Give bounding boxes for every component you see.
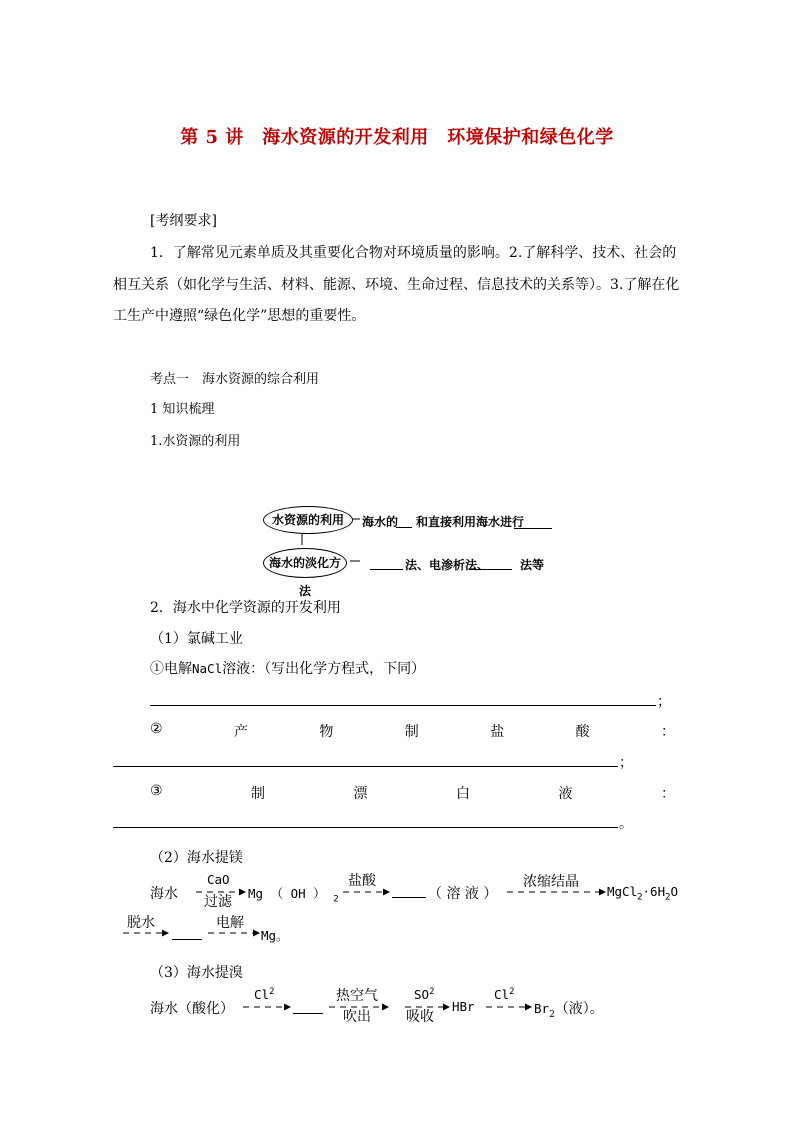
- magnesium-heading: （2）海水提镁: [150, 850, 243, 866]
- q2-char: 盐: [490, 724, 505, 740]
- q2-char: ②: [150, 721, 163, 737]
- so-text: SO: [414, 987, 430, 1003]
- subscript: 2: [665, 892, 671, 903]
- diagram-node1-text-b: 和直接利用海水进行: [416, 515, 525, 529]
- superscript: 2: [269, 987, 275, 997]
- section1-subheading: 1 知识梳理: [150, 402, 215, 417]
- mg-seawater: 海水: [150, 886, 178, 902]
- br-hbr: HBr: [452, 999, 475, 1014]
- requirements-line-2: 相互关系（如化学与生活、材料、能源、环境、生命过程、信息技术的关系等）。3.了解在化: [113, 277, 680, 293]
- page-title: 第 5 讲 海水资源的开发利用 环境保护和绿色化学: [180, 127, 614, 148]
- mg-reagent-hcl: 盐酸: [348, 873, 376, 889]
- q2-char: 产: [233, 724, 248, 740]
- section2-heading: 2．海水中化学资源的开发利用: [150, 600, 341, 616]
- diagram-node2-text-a: 法、电渗析法、: [405, 558, 490, 572]
- q3-char: 液: [558, 786, 573, 802]
- br-seawater-acidified: 海水（酸化）: [150, 1001, 234, 1017]
- liquid-text: （液）。: [554, 1001, 604, 1017]
- mg-reagent-cao: CaO: [207, 872, 230, 887]
- bromine-heading: （3）海水提溴: [150, 965, 243, 981]
- br-condition-absorb: 吸收: [406, 1009, 434, 1025]
- cl-text: Cl: [254, 987, 270, 1003]
- diagram-node-desalination: 海水的淡化方法: [263, 548, 347, 578]
- q2-char: 物: [319, 724, 334, 740]
- cl-text: Cl: [494, 987, 510, 1003]
- period: 。: [619, 816, 633, 832]
- blank-line: [172, 939, 202, 940]
- section1-heading: 考点一 海水资源的综合利用: [150, 372, 320, 387]
- hydrate-text: ·6H: [642, 884, 666, 899]
- br-condition-hot-air: 热空气: [336, 988, 378, 1004]
- oxygen-text: O: [670, 884, 679, 899]
- requirements-header: [考纲要求]: [150, 213, 217, 229]
- blank-line: [293, 1013, 323, 1014]
- br-reagent-cl2-2: [494, 987, 514, 1002]
- br-condition-blow-out: 吹出: [343, 1009, 371, 1025]
- q2-char: ：: [661, 724, 675, 740]
- superscript: 2: [429, 987, 435, 997]
- q3-char: ③: [150, 783, 163, 799]
- q3-char: ：: [660, 786, 675, 802]
- diagram-node-water-use: 水资源的利用: [263, 506, 353, 534]
- chlor-alkali-heading: （1）氯碱工业: [150, 631, 243, 647]
- requirements-line-3: 工生产中遵照“绿色化学”思想的重要性。: [113, 308, 366, 324]
- mg-condition-crystallize: 浓缩结晶: [523, 874, 579, 890]
- q3-char: 制: [251, 786, 266, 802]
- subscript: 2: [637, 892, 643, 903]
- q3-char: 白: [456, 786, 471, 802]
- superscript: 2: [509, 987, 515, 997]
- question-1-prefix: ①电解: [150, 661, 192, 677]
- mg-condition-dehydrate: 脱水: [127, 915, 155, 931]
- mg-condition-electrolysis: 电解: [216, 915, 244, 931]
- subscript: 2: [549, 1009, 555, 1020]
- br-reagent-cl2: [254, 987, 274, 1002]
- q3-char: 漂: [353, 786, 368, 802]
- mg-hydroxide-text: Mg （ OH ）: [248, 886, 326, 901]
- diagram-node2-text-b: 法等: [520, 558, 545, 572]
- mg-hydroxide: [248, 884, 339, 905]
- semicolon: ；: [619, 755, 633, 771]
- br-reagent-so2: [414, 987, 434, 1002]
- question-1-suffix: 溶液：（写出化学方程式，下同）: [222, 661, 426, 677]
- subscript: 2: [333, 894, 339, 905]
- q2-char: 制: [404, 724, 419, 740]
- br-product: [534, 998, 604, 1020]
- semicolon: ；: [657, 694, 671, 710]
- mg-solution: （ 溶 液 ）: [428, 886, 498, 902]
- br-text: Br: [534, 1001, 550, 1016]
- formula-nacl: NaCl: [192, 661, 223, 676]
- mg-chloride-hydrate: [607, 884, 678, 903]
- blank-line: [392, 897, 426, 898]
- mg-condition-filter: 过滤: [204, 894, 232, 910]
- section1-item: 1.水资源的利用: [150, 434, 241, 449]
- q2-char: 酸: [575, 724, 590, 740]
- requirements-line-1: 1．了解常见元素单质及其重要化合物对环境质量的影响。2.了解科学、技术、社会的: [150, 245, 677, 261]
- diagram-node1-text-a: 海水的: [362, 515, 399, 529]
- mg-product: Mg。: [261, 928, 289, 943]
- mgcl-text: MgCl: [607, 884, 638, 899]
